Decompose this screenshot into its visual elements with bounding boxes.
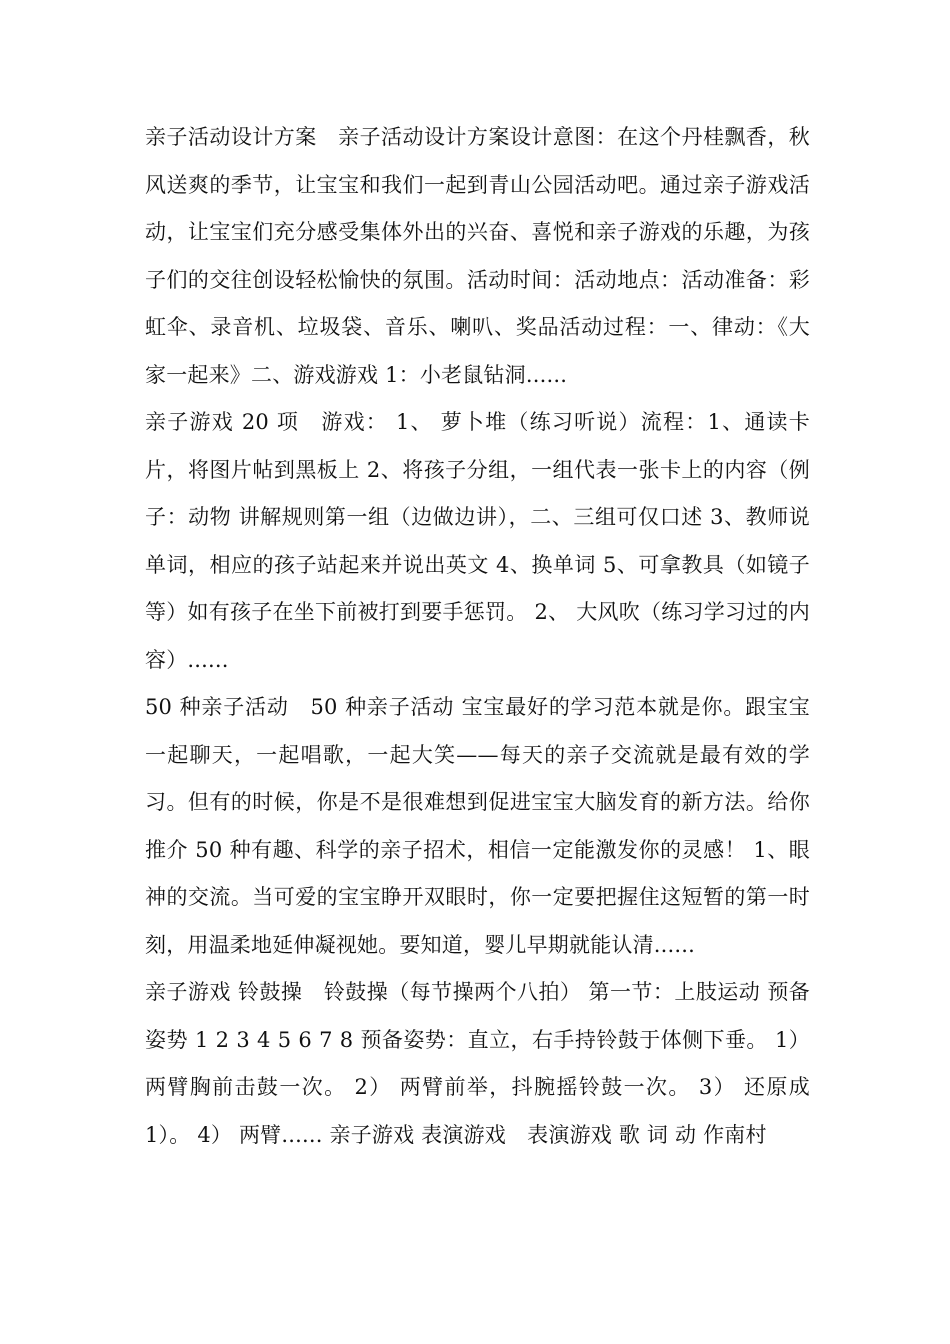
document-body	[145, 114, 810, 1159]
paragraph-parent-child-activity-plan: 亲子活动设计方案 亲子活动设计方案设计意图：在这个丹桂飘香，秋风送爽的季节，让宝宝和我们一起到青山公园活动吧。通过亲子游戏活动，让宝宝们充分感受集体外出的兴奋、喜悦和亲子游戏的乐趣，为孩子们的交往创设轻松愉快的氛围。活动时间：活动地点：活动准备：彩虹伞、录音机、垃圾袋、音乐、喇叭、奖品活动过程：一、律动：《大家一起来》二、游戏游戏 1：小老鼠钻洞......	[145, 125, 810, 387]
paragraph-tambourine-exercise: 亲子游戏 铃鼓操 铃鼓操（每节操两个八拍） 第一节：上肢运动 预备姿势 1 2 3 4 5 6 7 8 预备姿势：直立，右手持铃鼓于体侧下垂。 1）两臂胸前击鼓一次。 2） 两臂前举，抖腕摇铃鼓一次。 3） 还原成 1）。 4） 两臂...... 亲子游戏 表演游戏 表演游戏 歌 词 动 作南村	[145, 980, 810, 1147]
paragraph-50-parent-child-activities: 50 种亲子活动 50 种亲子活动 宝宝最好的学习范本就是你。跟宝宝一起聊天，一起唱歌，一起大笑——每天的亲子交流就是最有效的学习。但有的时候，你是不是很难想到促进宝宝大脑发育的新方法。给你推介 50 种有趣、科学的亲子招术，相信一定能激发你的灵感！ 1、眼神的交流。当可爱的宝宝睁开双眼时，你一定要把握住这短暂的第一时刻，用温柔地延伸凝视她。要知道，婴儿早期就能认清......	[145, 695, 810, 957]
paragraph-parent-child-games-20: 亲子游戏 20 项 游戏： 1、 萝卜堆（练习听说）流程：1、通读卡片，将图片帖到黑板上 2、将孩子分组，一组代表一张卡上的内容（例子：动物 讲解规则第一组（边做边讲），二、三组可仅口述 3、教师说单词，相应的孩子站起来并说出英文 4、换单词 5、可拿教具（如镜子等）如有孩子在坐下前被打到要手惩罚。 2、 大风吹（练习学习过的内容）......	[145, 410, 810, 672]
